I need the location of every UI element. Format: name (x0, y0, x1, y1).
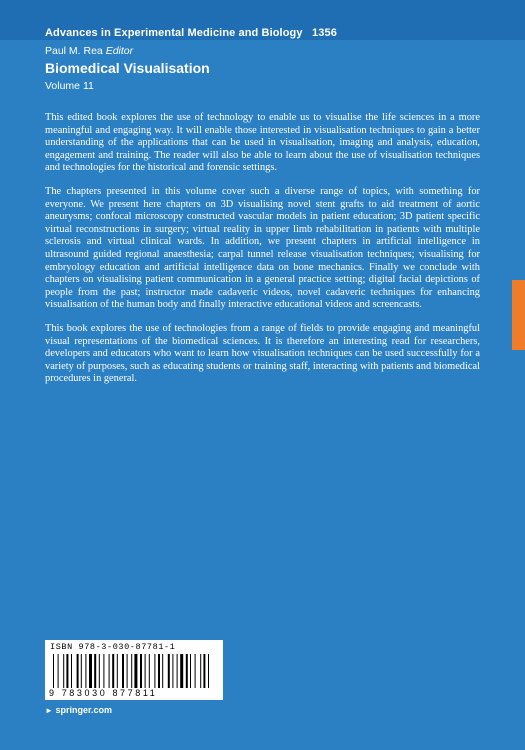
isbn-label: ISBN 978-3-030-87781-1 (50, 642, 176, 652)
editor-role: Editor (105, 45, 134, 57)
blurb-paragraph: The chapters presented in this volume cover such a diverse range of topics, with something for everyone. We present here chapters on 3D visualising novel stent grafts to aid treatment of aortic aneurysms; confocal microscopy constructed vascular models in patient education; 3D patient specific virtual reconstructions in surgery; virtual reality in upper limb rehabilitation in patients with multiple sclerosis and virtual clinical wards. In addition, we present chapters in artificial intelligence in ultrasound guided regional anaesthesia; carpal tunnel release visualisation techniques; visualising for embryology education and artificial intelligence data on bone mechanics. Finally we conclude with chapters on visualising patient communication in a general practice setting; digital facial depictions of people from the past; instructor made cadaveric videos, novel cadaveric techniques for enhancing visualisation of the human body and finally interactive educational videos and screencasts. (45, 185, 480, 311)
back-cover-blurb (45, 112, 480, 397)
blurb-paragraph: This edited book explores the use of technology to enable us to visualise the life sciences in a more meaningful and engaging way. It will enable those interested in visualisation techniques to gain a better understanding of the applications that can be used in visualisation, imaging and analysis, education, engagement and training. The reader will also be able to learn about the use of visualisation techniques and technologies for the historical and forensic settings. (45, 112, 480, 174)
arrow-right-icon: ► (45, 706, 53, 715)
series-line (45, 27, 337, 39)
series-name: Advances in Experimental Medicine and Biology (45, 27, 303, 39)
publisher-url: springer.com (55, 705, 112, 715)
series-number: 1356 (312, 27, 337, 39)
book-title: Biomedical Visualisation (45, 60, 210, 76)
barcode-box (45, 640, 223, 700)
accent-tab (512, 280, 525, 350)
editor-line (45, 45, 133, 57)
blurb-paragraph: This book explores the use of technologies from a range of fields to provide engaging and meaningful visual representations of the biomedical sciences. It is therefore an interesting read for researchers, developers and educators who want to learn how visualisation techniques can be used successfully for a variety of purposes, such as educating students or training staff, interacting with patients and biomedical procedures in general. (45, 322, 480, 385)
editor-name: Paul M. Rea (45, 45, 103, 57)
barcode-icon (53, 654, 215, 688)
publisher-link[interactable] (45, 705, 112, 715)
barcode-digits: 9 783030 877811 (49, 688, 158, 698)
volume-label: Volume 11 (45, 80, 94, 92)
